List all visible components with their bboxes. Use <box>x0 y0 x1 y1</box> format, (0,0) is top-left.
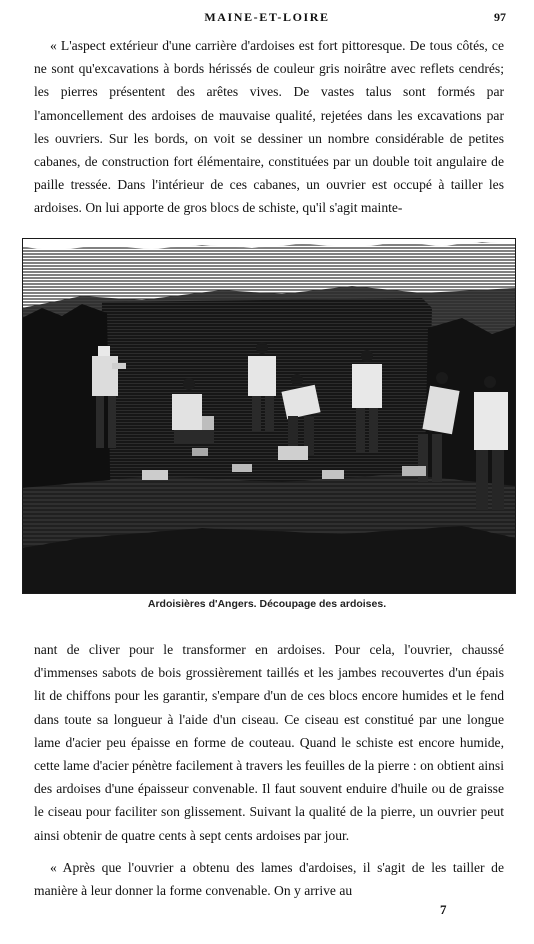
running-head <box>0 10 534 26</box>
figure-caption: Ardoisières d'Angers. Découpage des ardoises. <box>147 598 387 610</box>
paragraph-shaping: « Après que l'ouvrier a obtenu des lames d'ardoises, il s'agit de les tailler de manière à leur donner la forme convenable. On y arrive au <box>34 860 504 899</box>
paragraph-cleaving: nant de cliver pour le transformer en ardoises. Pour cela, l'ouvrier, chaussé d'immenses sabots de bois grossièrement taillés et les jambes recouvertes d'un épais lit de chiffons pour les garantir, s'empare d'un de ces blocs encore humides et le fend dans toute sa longueur à l'aide d'un ciseau. Ce ciseau est constitué par une longue lame d'acier peu épaisse en forme de couteau. Quand le schiste est encore humide, cette lame d'acier pénètre facilement à travers les feuilles de la pierre : on obtient ainsi des ardoises d'une épaisseur convenable. Il faut souvent enduire d'huile ou de graisse le ciseau pour faciliter son glissement. Suivant la qualité de la pierre, un ouvrier peut ainsi obtenir de quatre cents à sept cents ardoises par jour. <box>34 642 504 843</box>
engraving-slate-workers <box>22 238 516 594</box>
running-title: MAINE-ET-LOIRE <box>204 10 330 24</box>
paragraph-quarry-description: « L'aspect extérieur d'une carrière d'ardoises est fort pittoresque. De tous côtés, ce ne sont qu'excavations à bords hérissés de couleur gris noirâtre avec reflets cendrés; les pierres présentent des arêtes vives. De vastes talus sont formés par l'amoncellement des ardoises de mauvaise qualité, rejetées dans les excavations par les ouvriers. Sur les bords, on voit se dessiner un nombre considérable de petites cabanes, de construction fort élémentaire, constituées par un double toit angulaire de paille tressée. Dans l'intérieur de ces cabanes, un ouvrier est occupé à tailler les ardoises. On lui apporte de gros blocs de schiste, qu'il s'agit mainte- <box>34 38 504 216</box>
page-number: 97 <box>494 10 506 24</box>
signature-mark: 7 <box>440 902 447 917</box>
